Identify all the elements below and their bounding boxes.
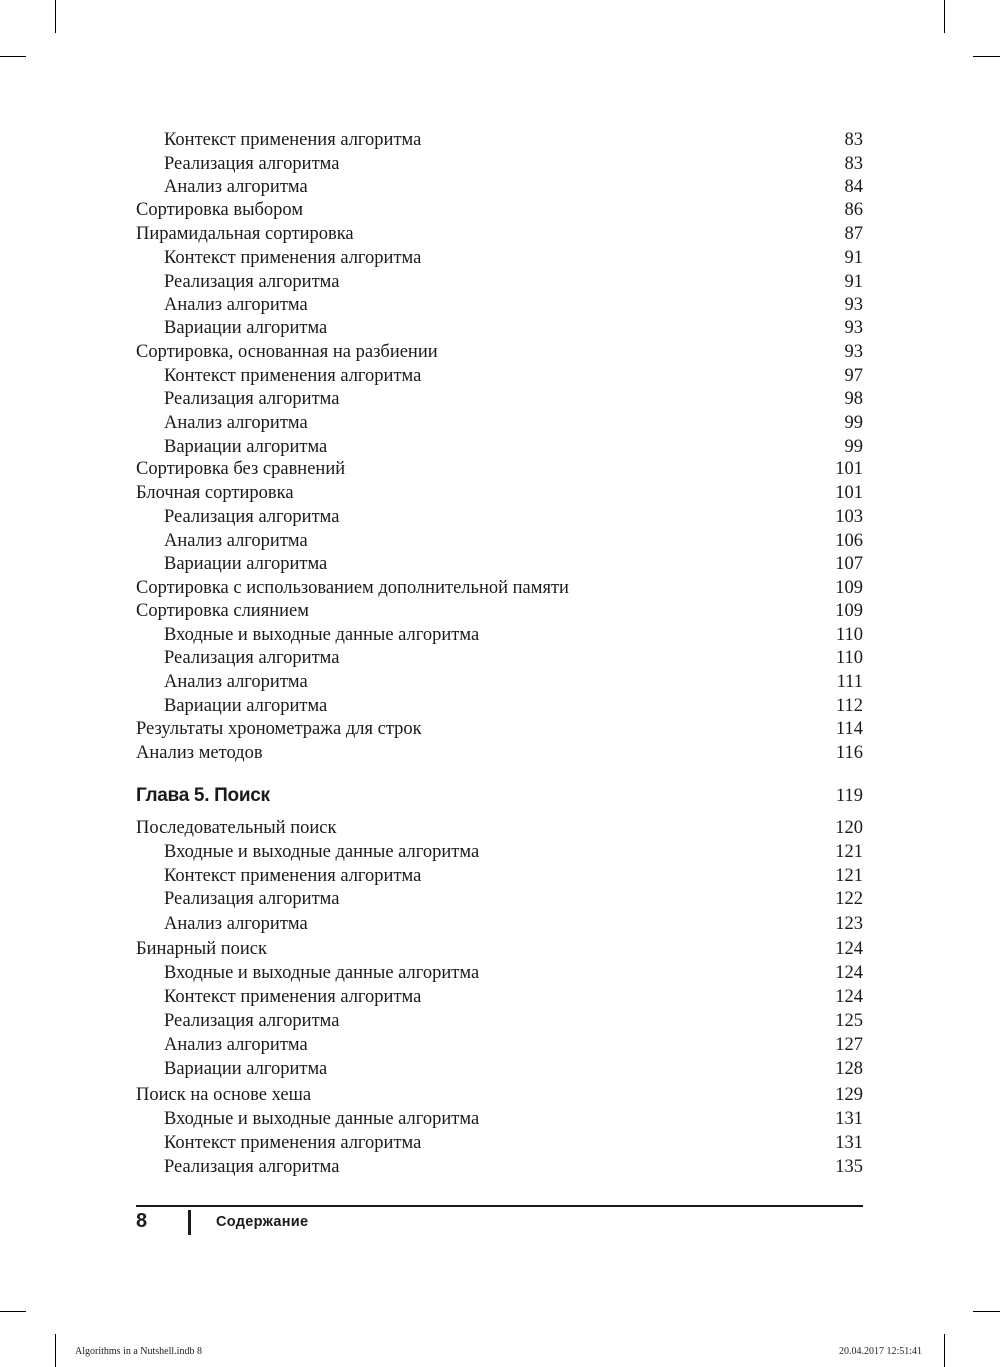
- toc-entry: [136, 576, 863, 600]
- toc-entry-page: 127: [835, 1035, 863, 1055]
- toc-entry-title: Контекст применения алгоритма: [164, 130, 422, 150]
- toc-entry: [136, 246, 863, 270]
- toc-entry-page: 114: [835, 719, 863, 739]
- toc-entry-page: 99: [844, 437, 863, 457]
- toc-entry: [136, 1033, 863, 1057]
- toc-entry-title: Вариации алгоритма: [164, 1059, 328, 1079]
- toc-entry-title: Вариации алгоритма: [164, 318, 328, 338]
- toc-entry-title: Реализация алгоритма: [164, 648, 340, 668]
- toc-entry-page: 83: [844, 130, 863, 150]
- toc-entry-title: Входные и выходные данные алгоритма: [164, 842, 480, 862]
- toc-entry-title: Сортировка выбором: [136, 200, 304, 220]
- toc-entry-title: Вариации алгоритма: [164, 437, 328, 457]
- toc-entry: [136, 481, 863, 505]
- toc-entry-title: Контекст применения алгоритма: [164, 1133, 422, 1153]
- toc-entry: [136, 741, 863, 765]
- toc-entry-title: Анализ алгоритма: [164, 914, 308, 934]
- toc-entry-title: Вариации алгоритма: [164, 554, 328, 574]
- toc-entry-page: 93: [844, 318, 863, 338]
- toc-entry-title: Бинарный поиск: [136, 939, 267, 959]
- toc-entry: [136, 717, 863, 741]
- toc-entry-title: Анализ алгоритма: [164, 295, 308, 315]
- toc-entry-page: 129: [835, 1085, 863, 1105]
- toc-entry-page: 93: [844, 342, 863, 362]
- crop-mark: [973, 1311, 1000, 1312]
- toc-entry: [136, 937, 863, 961]
- toc-entry-title: Входные и выходные данные алгоритма: [164, 625, 480, 645]
- toc-entry: [136, 670, 863, 694]
- toc-entry-page: 84: [844, 177, 863, 197]
- toc-entry: [136, 552, 863, 576]
- toc-entry: [136, 316, 863, 340]
- toc-entry-title: Сортировка с использованием дополнительной памяти: [136, 578, 569, 598]
- toc-entry-title: Контекст применения алгоритма: [164, 866, 422, 886]
- toc-entry-page: 91: [844, 272, 863, 292]
- toc-entry-title: Анализ алгоритма: [164, 531, 308, 551]
- toc-entry-title: Анализ алгоритма: [164, 177, 308, 197]
- toc-entry-page: 87: [844, 224, 863, 244]
- toc-entry: [136, 270, 863, 294]
- footer-divider: [188, 1210, 191, 1235]
- toc-entry: [136, 985, 863, 1009]
- toc-entry-title: Анализ алгоритма: [164, 1035, 308, 1055]
- crop-mark: [973, 56, 1000, 57]
- toc-entry-page: 109: [835, 578, 863, 598]
- toc-entry-title: Реализация алгоритма: [164, 272, 340, 292]
- toc-entry-page: 121: [835, 842, 863, 862]
- toc-entry-page: 107: [835, 554, 863, 574]
- toc-entry: [136, 505, 863, 529]
- toc-entry: [136, 152, 863, 176]
- toc-entry: [136, 623, 863, 647]
- toc-entry-title: Контекст применения алгоритма: [164, 366, 422, 386]
- toc-entry-page: 93: [844, 295, 863, 315]
- toc-entry: [136, 293, 863, 317]
- page-number: 8: [136, 1210, 148, 1232]
- toc-entry: [136, 457, 863, 481]
- toc-entry-page: 97: [844, 366, 863, 386]
- toc-entry-title: Глава 5. Поиск: [136, 785, 270, 806]
- toc-entry-page: 110: [835, 648, 863, 668]
- toc-entry-title: Реализация алгоритма: [164, 507, 340, 527]
- toc-entry: [136, 1107, 863, 1131]
- toc-entry: [136, 198, 863, 222]
- toc-entry: [136, 599, 863, 623]
- toc-entry-title: Анализ алгоритма: [164, 413, 308, 433]
- toc-entry: [136, 840, 863, 864]
- toc-entry-page: 99: [844, 413, 863, 433]
- toc-entry: [136, 364, 863, 388]
- toc-entry-page: 124: [835, 987, 863, 1007]
- toc-entry: [136, 128, 863, 152]
- toc-entry-page: 112: [835, 696, 863, 716]
- toc-entry-page: 125: [835, 1011, 863, 1031]
- toc-entry-title: Поиск на основе хеша: [136, 1085, 312, 1105]
- toc-entry-page: 131: [835, 1109, 863, 1129]
- toc-entry-title: Результаты хронометража для строк: [136, 719, 422, 739]
- toc-entry: [136, 340, 863, 364]
- toc-entry-page: 103: [835, 507, 863, 527]
- toc-entry-title: Контекст применения алгоритма: [164, 987, 422, 1007]
- toc-entry-page: 101: [835, 459, 863, 479]
- toc-entry: [136, 411, 863, 435]
- toc-chapter-heading: [136, 784, 863, 808]
- toc-entry-page: 101: [835, 483, 863, 503]
- toc-entry-page: 121: [835, 866, 863, 886]
- toc-entry-page: 106: [835, 531, 863, 551]
- toc-entry-title: Реализация алгоритма: [164, 389, 340, 409]
- toc-entry-page: 83: [844, 154, 863, 174]
- toc-entry: [136, 961, 863, 985]
- crop-mark: [55, 0, 56, 33]
- toc-entry-title: Реализация алгоритма: [164, 889, 340, 909]
- toc-entry-title: Пирамидальная сортировка: [136, 224, 354, 244]
- toc-entry: [136, 1009, 863, 1033]
- toc-entry: [136, 646, 863, 670]
- toc-entry-title: Реализация алгоритма: [164, 1011, 340, 1031]
- toc-entry-title: Сортировка, основанная на разбиении: [136, 342, 438, 362]
- toc-entry: [136, 1083, 863, 1107]
- crop-mark: [944, 0, 945, 33]
- toc-entry-title: Сортировка слиянием: [136, 601, 309, 621]
- toc-entry-page: 116: [835, 743, 863, 763]
- print-slug-file: Algorithms in a Nutshell.indb 8: [75, 1346, 202, 1357]
- running-footer-title: Содержание: [216, 1214, 309, 1230]
- toc-entry-title: Анализ методов: [136, 743, 263, 763]
- toc-entry-page: 128: [835, 1059, 863, 1079]
- toc-entry-page: 111: [836, 672, 863, 692]
- toc-entry-title: Сортировка без сравнений: [136, 459, 346, 479]
- toc-entry: [136, 864, 863, 888]
- crop-mark: [0, 56, 26, 57]
- toc-entry: [136, 435, 863, 459]
- toc-entry-page: 124: [835, 963, 863, 983]
- toc-entry-page: 124: [835, 939, 863, 959]
- toc-entry-page: 131: [835, 1133, 863, 1153]
- toc-entry-title: Блочная сортировка: [136, 483, 294, 503]
- print-slug-timestamp: 20.04.2017 12:51:41: [838, 1346, 922, 1357]
- toc-entry: [136, 1155, 863, 1179]
- toc-entry-title: Входные и выходные данные алгоритма: [164, 1109, 480, 1129]
- footer-rule: [136, 1205, 863, 1207]
- crop-mark: [944, 1334, 945, 1367]
- toc-entry-page: 98: [844, 389, 863, 409]
- toc-entry-page: 86: [844, 200, 863, 220]
- toc-entry-title: Входные и выходные данные алгоритма: [164, 963, 480, 983]
- toc-entry-page: 91: [844, 248, 863, 268]
- toc-entry: [136, 912, 863, 936]
- toc-entry-page: 110: [835, 625, 863, 645]
- toc-entry-page: 135: [835, 1157, 863, 1177]
- toc-entry: [136, 529, 863, 553]
- toc-entry-page: 109: [835, 601, 863, 621]
- crop-mark: [55, 1334, 56, 1367]
- toc-entry: [136, 816, 863, 840]
- toc-entry-page: 119: [835, 786, 863, 806]
- toc-entry-page: 123: [835, 914, 863, 934]
- toc-entry: [136, 887, 863, 911]
- toc-entry-page: 122: [835, 889, 863, 909]
- toc-entry-page: 120: [835, 818, 863, 838]
- toc-entry-title: Последовательный поиск: [136, 818, 337, 838]
- toc-entry: [136, 387, 863, 411]
- toc-entry: [136, 1131, 863, 1155]
- toc-entry: [136, 175, 863, 199]
- toc-entry-title: Вариации алгоритма: [164, 696, 328, 716]
- toc-entry: [136, 1057, 863, 1081]
- toc-entry-title: Контекст применения алгоритма: [164, 248, 422, 268]
- toc-entry-title: Анализ алгоритма: [164, 672, 308, 692]
- crop-mark: [0, 1311, 26, 1312]
- toc-entry-title: Реализация алгоритма: [164, 154, 340, 174]
- toc-entry-title: Реализация алгоритма: [164, 1157, 340, 1177]
- toc-entry: [136, 222, 863, 246]
- toc-entry: [136, 694, 863, 718]
